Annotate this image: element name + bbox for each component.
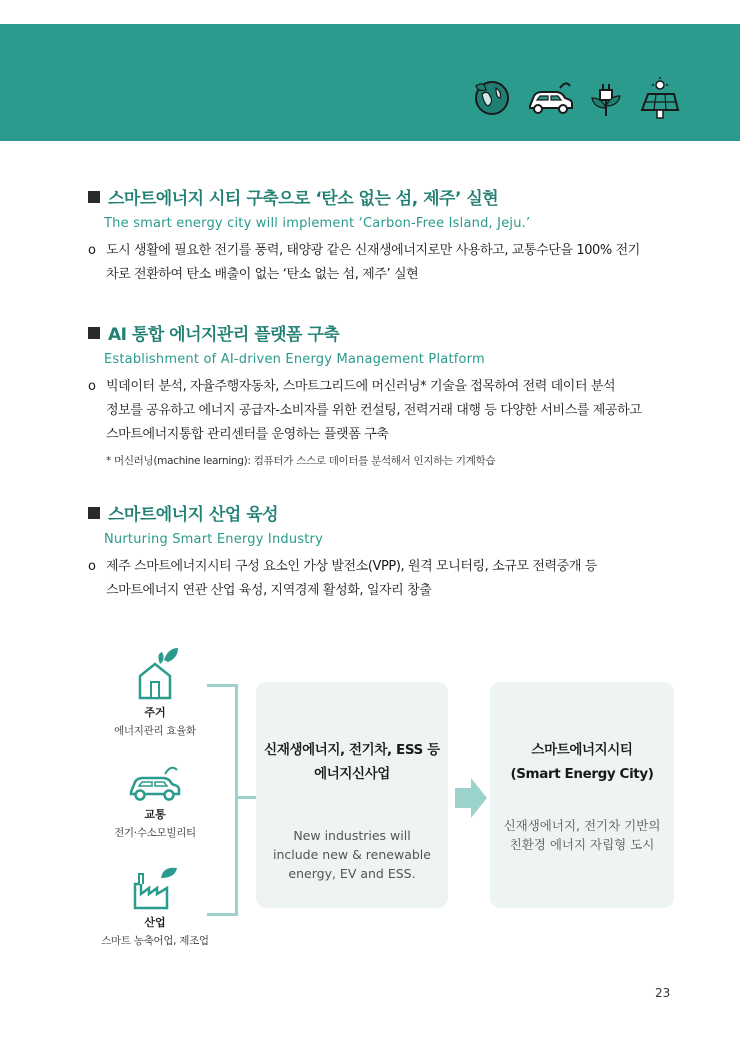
- diagram-item-industry: [100, 864, 210, 948]
- section-title: 스마트에너지 시티 구축으로 ‘탄소 없는 섬, 제주’ 실현: [88, 184, 688, 209]
- card-title-line1: 신재생에너지, 전기차, ESS 등: [264, 742, 440, 758]
- section-carbon-free: [88, 184, 688, 287]
- bracket-connector: [207, 684, 238, 916]
- diagram-item-transport: [100, 760, 210, 840]
- electric-car-icon: [125, 760, 185, 804]
- bullet-paragraph: o 도시 생활에 필요한 전기를 풍력, 태양광 같은 신재생에너지로만 사용하고, 교통수단을 100% 전기 차로 전환하여 탄소 배출이 없는 ‘탄소 없는 섬, 제주’ 실현: [88, 239, 688, 287]
- bracket-stem: [238, 796, 256, 799]
- section-subtitle: Establishment of AI-driven Energy Management Platform: [104, 352, 485, 367]
- factory-leaf-icon: [127, 864, 183, 912]
- header-band: [0, 24, 740, 141]
- house-leaf-icon: [130, 646, 180, 702]
- card-title-line2: 에너지신사업: [314, 766, 390, 782]
- footnote: * 머신러닝(machine learning): 컴퓨터가 스스로 데이터를 분석해서 인지하는 기계학습: [106, 455, 496, 467]
- card-title-line1: 스마트에너지시티: [531, 742, 633, 758]
- bullet-paragraph: o 빅데이터 분석, 자율주행자동차, 스마트그리드에 머신러닝* 기술을 접목하여 전력 데이터 분석 정보를 공유하고 에너지 공급자-소비자를 위한 컨설팅, 전력거래 대행 등 다양한 서비스를 제공하고 스마트에너지통합 관리센터를 운영하는 플랫폼 구축: [88, 375, 688, 447]
- card-desc-line2: include new & renewable: [273, 847, 431, 862]
- page-number: 23: [655, 986, 671, 1000]
- square-bullet-icon: [88, 191, 100, 203]
- card-title-line2: (Smart Energy City): [510, 766, 654, 782]
- globe-leaf-icon: [470, 76, 514, 120]
- section-industry: [88, 500, 688, 603]
- item-sub: 에너지관리 효율화: [114, 725, 196, 737]
- section-subtitle: The smart energy city will implement ‘Carbon-Free Island, Jeju.’: [104, 216, 531, 231]
- plug-leaf-icon: [586, 76, 626, 120]
- section-title: 스마트에너지 산업 육성: [88, 500, 688, 525]
- item-sub: 스마트 농축어업, 제조업: [101, 935, 209, 947]
- item-label: 산업: [144, 916, 166, 929]
- card-desc-line2: 친환경 에너지 자립형 도시: [509, 837, 655, 852]
- item-label: 주거: [144, 706, 166, 719]
- header-icons: [470, 76, 680, 120]
- card-desc-line1: New industries will: [293, 828, 411, 843]
- item-sub: 전기·수소모빌리티: [114, 827, 196, 839]
- arrow-right-icon: [455, 778, 487, 818]
- diagram-item-housing: [100, 646, 210, 738]
- section-ai-platform: [88, 320, 688, 468]
- solar-panel-icon: [636, 76, 680, 120]
- section-title: AI 통합 에너지관리 플랫폼 구축: [88, 320, 688, 345]
- square-bullet-icon: [88, 507, 100, 519]
- card-smart-city: [490, 682, 674, 908]
- circle-bullet: o: [88, 243, 96, 258]
- square-bullet-icon: [88, 327, 100, 339]
- bullet-paragraph: o 제주 스마트에너지시티 구성 요소인 가상 발전소(VPP), 원격 모니터링, 소규모 전력중개 등 스마트에너지 연관 산업 육성, 지역경제 활성화, 일자리 창출: [88, 555, 688, 603]
- section-subtitle: Nurturing Smart Energy Industry: [104, 532, 323, 547]
- card-new-industry: [256, 682, 448, 908]
- card-desc-line1: 신재생에너지, 전기차 기반의: [503, 818, 661, 833]
- circle-bullet: o: [88, 559, 96, 574]
- circle-bullet: o: [88, 379, 96, 394]
- card-desc-line3: energy, EV and ESS.: [288, 866, 416, 881]
- item-label: 교통: [144, 808, 166, 821]
- electric-car-icon: [524, 76, 576, 120]
